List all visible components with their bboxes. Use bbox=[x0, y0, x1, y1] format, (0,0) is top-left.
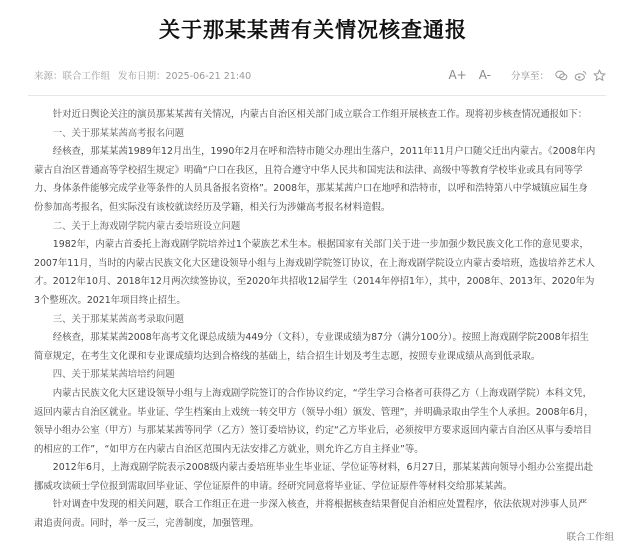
body-paragraph: 2012年6月，上海戏剧学院表示2008级内蒙古委培班毕业生毕业证、学位证等材料，6月27日，那某某茜向领导小组办公室提出赴挪威攻读硕士学位报到需取回毕业证、学位证原件的申请。经研究同意将毕业证、学位证原件等材料交给那某某茜。 bbox=[34, 462, 594, 492]
section-heading-4: 四、关于那某某茜培培约问题 bbox=[52, 369, 175, 381]
font-increase-button[interactable]: A+ bbox=[448, 68, 467, 82]
body-paragraph: 经核查，那某某茜2008年高考文化课总成绩为449分（文科），专业课成绩为87分（满分100分）。按照上海戏剧学院2008年招生简章规定，在考生文化课和专业课成绩均达到合格线的基础上，结合招生计划及考生志愿，按照专业课成绩从高到低录取。 bbox=[34, 332, 589, 362]
article-meta bbox=[34, 66, 606, 84]
header-divider bbox=[28, 95, 606, 96]
section-heading-1: 一、关于那某某茜高考报名问题 bbox=[52, 127, 185, 139]
favorite-icon[interactable] bbox=[593, 69, 606, 82]
section-heading-2: 二、关于上海戏剧学院内蒙古委培班设立问题 bbox=[52, 220, 241, 232]
closing-paragraph: 针对调查中发现的相关问题，联合工作组正在进一步深入核查，并将根据核查结果督促自治相应处置程序，依法依规对涉事人员严肃追责问责。同时，举一反三，完善制度，加强管理。 bbox=[34, 499, 588, 530]
share-label: 分享至： bbox=[510, 71, 549, 82]
font-decrease-button[interactable]: A- bbox=[478, 68, 491, 82]
publish-date: 发布日期：2025-06-21 21:40 bbox=[118, 71, 252, 82]
article-source: 来源：联合工作组 bbox=[34, 71, 111, 82]
article-footer-signature: 联合工作组 bbox=[566, 532, 614, 543]
body-paragraph: 经核查，那某某茜1989年12月出生，1990年2月在呼和浩特市随父办理出生落户，2011年11月户口随父迁出内蒙古。《2008年内蒙古自治区普通高等学校招生规定》明确“户口在我区，且符合遵守中华人民共和国宪法和法律、高级中等教育学校毕业或具有同等学力、身体条件能够完成学业等条件的人员具备报名资格”。2008年，那某某茜户口在地呼和浩特市，以呼和浩特第八中学城镇应届生身份参加高考报名，但实际没有该校就读经历及学籍，相关行为涉嫌高考报名材料造假。 bbox=[34, 146, 596, 213]
body-paragraph: 1982年，内蒙古首委托上海戏剧学院培养过1个蒙族艺术生本。根据国家有关部门关于进一步加强少数民族文化工作的意见要求，2007年11月，当时的内蒙古民族文化大区建设领导小组与上海戏剧学院签订协议，在上海戏剧学院设立内蒙古委培班，选拔培养艺术人才。2012年10月、2018年12月两次续签协议，至2020年共招收12届学生（2014年停招1年），其中，2008年、2013年、2020年为3个整班次。2021年项目终止招生。 bbox=[34, 239, 595, 306]
wechat-icon[interactable] bbox=[555, 69, 568, 82]
weibo-icon[interactable] bbox=[574, 69, 587, 82]
article-body bbox=[34, 106, 596, 539]
body-paragraph: 内蒙古民族文化大区建设领导小组与上海戏剧学院签订的合作协议约定，“学生学习合格者可获得乙方（上海戏剧学院）本科文凭，返回内蒙古自治区就业。毕业证、学生档案由上戏统一转交甲方（领导小组）颁发、管理”，并明确录取由学生个人承担。2008年6月，领导小组办公室（甲方）与那某某茜等同学（乙方）签订委培协议，约定“乙方毕业后，必须按甲方要求返回内蒙古自治区从事与委培目的相应的工作”，“如甲方在内蒙古自治区范围内无法安排乙方就业，则允许乙方自主择业”等。 bbox=[34, 387, 594, 455]
article-title: 关于那某某茜有关情况核查通报 bbox=[159, 18, 467, 42]
section-heading-3: 三、关于那某某茜高考录取问题 bbox=[52, 313, 185, 325]
article-tools bbox=[448, 68, 606, 82]
intro-paragraph: 针对近日舆论关注的演员那某某茜有关情况，内蒙古自治区相关部门成立联合工作组开展核查工作。现将初步核查情况通报如下： bbox=[52, 109, 588, 120]
